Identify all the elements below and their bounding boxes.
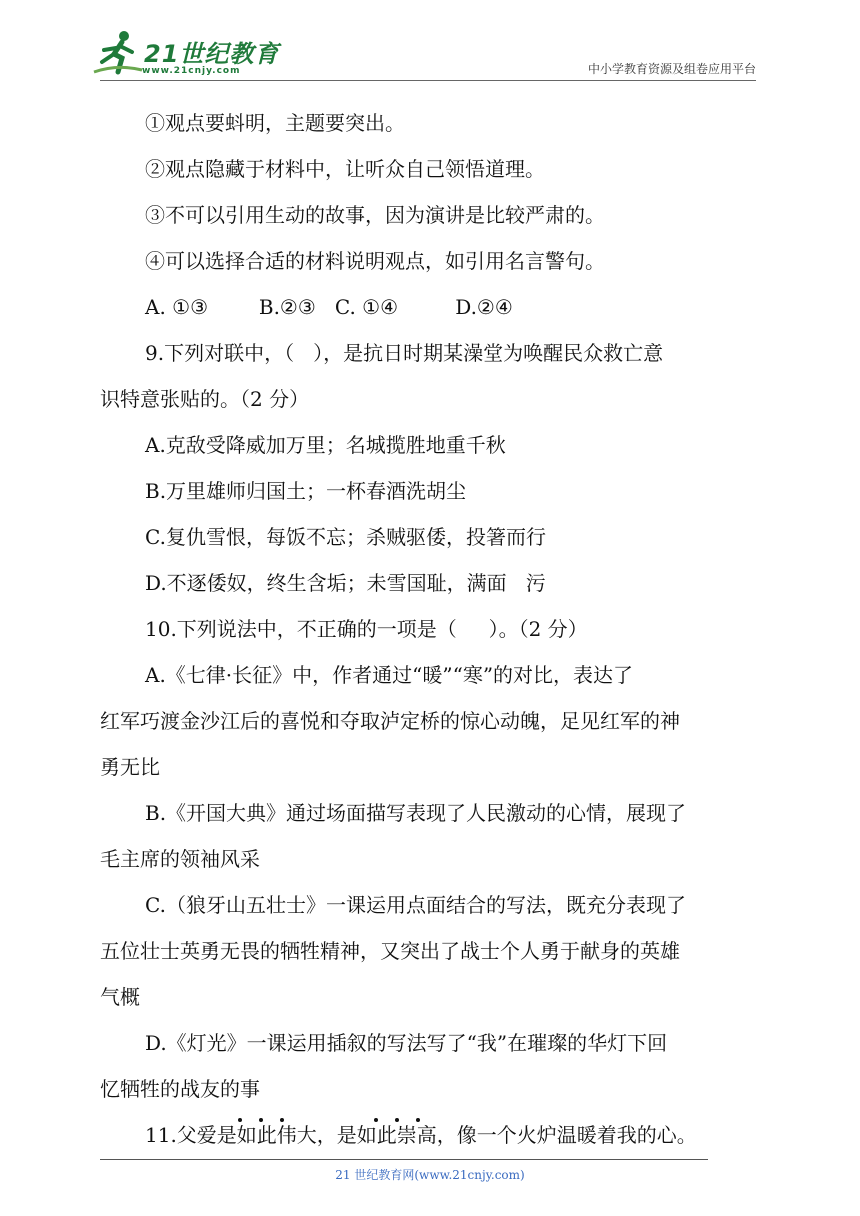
emphasis-dot bbox=[280, 1118, 284, 1122]
text-line: 忆牺牲的战友的事 bbox=[100, 1077, 260, 1101]
text-line: B.《开国大典》通过场面描写表现了人民激动的心情，展现了 bbox=[145, 801, 687, 825]
platform-name: 中小学教育资源及组卷应用平台 bbox=[587, 62, 756, 76]
runner-logo-icon bbox=[92, 28, 144, 76]
text-line: B.万里雄师归国土；一杯春酒洗胡尘 bbox=[145, 479, 467, 503]
text-line: A. ①③ B.②③ C. ①④ D.②④ bbox=[145, 295, 513, 319]
text-line: ①观点要蚪明，主题要突出。 bbox=[145, 111, 405, 135]
text-line: 五位壮士英勇无畏的牺牲精神，又突出了战士个人勇于献身的英雄 bbox=[100, 939, 680, 963]
text-line: 9.下列对联中，（ ），是抗日时期某澡堂为唤醒民众救亡意 bbox=[145, 341, 664, 365]
text-line: A.克敌受降威加万里；名城揽胜地重千秋 bbox=[145, 433, 506, 457]
header-divider bbox=[100, 80, 756, 81]
footer-text: 21 世纪教育网(www.21cnjy.com) bbox=[335, 1168, 525, 1182]
text-line: ④可以选择合适的材料说明观点，如引用名言警句。 bbox=[145, 249, 605, 273]
text-line: ③不可以引用生动的故事，因为演讲是比较严肃的。 bbox=[145, 203, 605, 227]
site-logo bbox=[92, 28, 280, 78]
emphasis-dot bbox=[259, 1118, 263, 1122]
text-line: C.（狼牙山五壮士》一课运用点面结合的写法，既充分表现了 bbox=[145, 893, 686, 917]
text-line: C.复仇雪恨，每饭不忘；杀贼驱倭，投箸而行 bbox=[145, 525, 546, 549]
text-line: 识特意张贴的。（2 分） bbox=[100, 387, 310, 411]
text-line: D.不逐倭奴，终生含垢；未雪国耻，满面 污 bbox=[145, 571, 546, 595]
emphasis-dot bbox=[374, 1118, 378, 1122]
emphasis-dot bbox=[416, 1118, 420, 1122]
emphasis-dots bbox=[0, 1118, 860, 1128]
text-line: D.《灯光》一课运用插叙的写法写了“我”在璀璨的华灯下回 bbox=[145, 1031, 668, 1055]
text-line: A.《七律·长征》中，作者通过“暖”“寒”的对比，表达了 bbox=[145, 663, 634, 687]
emphasis-dot bbox=[395, 1118, 399, 1122]
text-line: 勇无比 bbox=[100, 755, 160, 779]
footer-divider bbox=[100, 1159, 708, 1160]
logo-text: 21世纪教育 bbox=[144, 40, 280, 68]
text-line: ②观点隐藏于材料中，让听众自己领悟道理。 bbox=[145, 157, 545, 181]
text-line: 毛主席的领袖风采 bbox=[100, 847, 260, 871]
text-line: 10.下列说法中，不正确的一项是（ ）。（2 分） bbox=[145, 617, 588, 641]
document-body bbox=[100, 100, 765, 1158]
text-line: 红军巧渡金沙江后的喜悦和夺取泸定桥的惊心动魄，足见红军的神 bbox=[100, 709, 680, 733]
text-line: 11.父爱是如此伟大，是如此崇高，像一个火炉温暖着我的心。 bbox=[145, 1123, 697, 1147]
emphasis-dot bbox=[238, 1118, 242, 1122]
text-line: 气概 bbox=[100, 985, 140, 1009]
logo-url: www.21cnjy.com bbox=[142, 66, 241, 76]
page-header bbox=[0, 0, 860, 82]
